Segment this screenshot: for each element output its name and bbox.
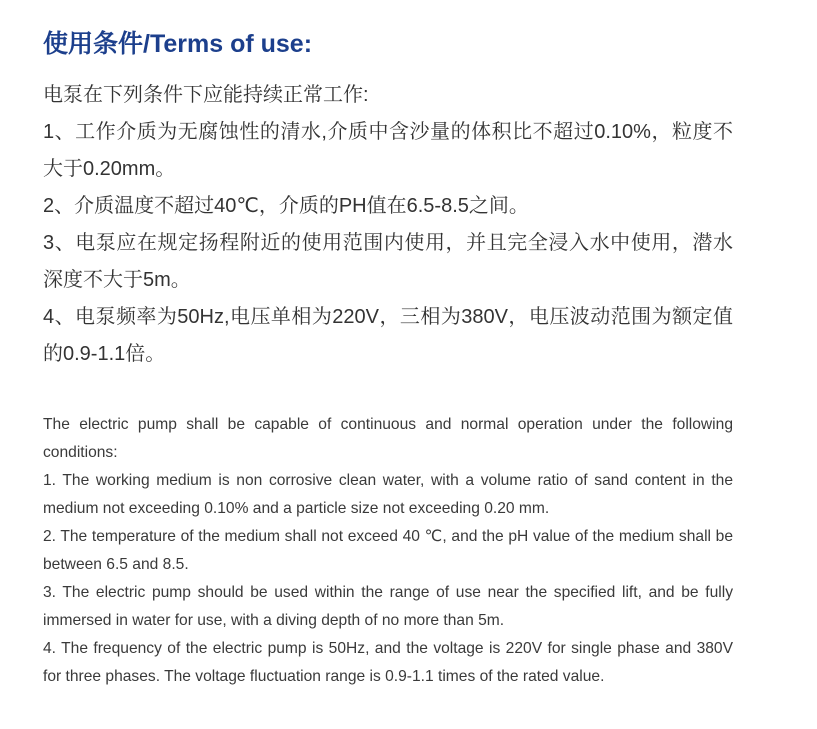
english-item-2: 2. The temperature of the medium shall not exceed 40 ℃, and the pH value of the medium shall be between 6.5 and 8.5. (43, 528, 733, 573)
terms-of-use-section (43, 0, 733, 691)
english-item-4: 4. The frequency of the electric pump is 50Hz, and the voltage is 220V for single phase and 380V for three phases. The voltage fluctuation range is 0.9-1.1 times of the rated value. (43, 640, 733, 685)
chinese-intro: 电泵在下列条件下应能持续正常工作: (43, 84, 369, 106)
english-terms (43, 411, 733, 691)
english-intro: The electric pump shall be capable of continuous and normal operation under the following conditions: (43, 416, 733, 461)
chinese-item-1: 1、工作介质为无腐蚀性的清水,介质中含沙量的体积比不超过0.10%，粒度不大于0.20mm。 (43, 121, 733, 180)
english-item-3: 3. The electric pump should be used within the range of use near the specified lift, and be fully immersed in water for use, with a diving depth of no more than 5m. (43, 584, 733, 629)
english-item-1: 1. The working medium is non corrosive clean water, with a volume ratio of sand content in the medium not exceeding 0.10% and a particle size not exceeding 0.20 mm. (43, 472, 733, 517)
chinese-item-3: 3、电泵应在规定扬程附近的使用范围内使用，并且完全浸入水中使用，潜水深度不大于5m。 (43, 232, 733, 291)
chinese-item-4: 4、电泵频率为50Hz,电压单相为220V，三相为380V，电压波动范围为额定值的0.9-1.1倍。 (43, 306, 733, 365)
page-title: 使用条件/Terms of use: (43, 30, 313, 58)
chinese-item-2: 2、介质温度不超过40℃，介质的PH值在6.5-8.5之间。 (43, 195, 529, 217)
chinese-terms (43, 77, 733, 373)
